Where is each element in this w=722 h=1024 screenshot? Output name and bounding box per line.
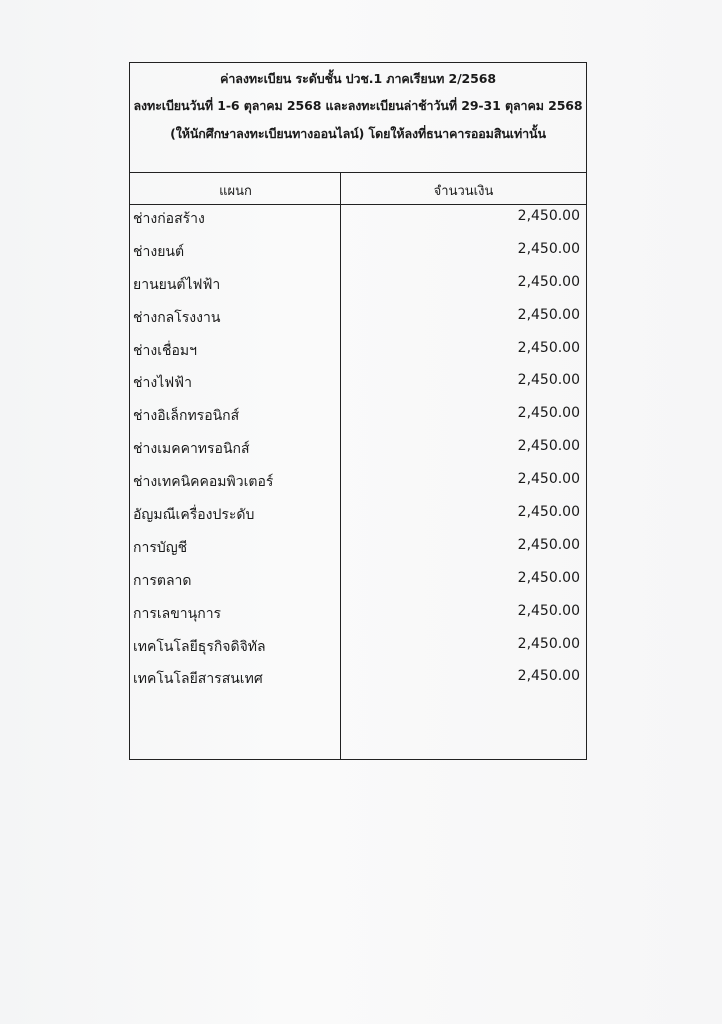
row-department: ยานยนต์ไฟฟ้า — [133, 276, 221, 293]
table-header — [130, 63, 586, 173]
row-department: การตลาด — [133, 572, 192, 589]
table-row — [130, 337, 586, 370]
table-body — [130, 205, 586, 698]
row-amount: 2,450.00 — [517, 471, 580, 488]
row-department: เทคโนโลยีธุรกิจดิจิทัล — [133, 638, 266, 655]
table-row — [130, 501, 586, 534]
table-row — [130, 600, 586, 633]
table-row — [130, 304, 586, 337]
table-row — [130, 435, 586, 468]
row-amount: 2,450.00 — [517, 372, 580, 389]
row-amount: 2,450.00 — [517, 273, 580, 290]
table-row — [130, 468, 586, 501]
row-department: ช่างก่อสร้าง — [133, 211, 205, 227]
row-department: การเลขานุการ — [133, 605, 222, 622]
table-row — [130, 665, 586, 698]
table-row — [130, 402, 586, 435]
row-amount: 2,450.00 — [517, 240, 580, 257]
column-headers — [130, 173, 586, 205]
row-department: ช่างยนต์ — [133, 243, 185, 260]
header-payment-note: (ให้นักศึกษาลงทะเบียนทางออนไลน์) โดยให้ลงที่ธนาคารออมสินเท่านั้น — [170, 126, 546, 141]
table-row — [130, 271, 586, 304]
row-amount: 2,450.00 — [517, 339, 580, 356]
row-department: เทคโนโลยีสารสนเทศ — [133, 671, 263, 688]
fee-table — [129, 62, 587, 760]
row-department: ช่างไฟฟ้า — [133, 375, 192, 392]
row-department: ช่างเมคคาทรอนิกส์ — [133, 441, 250, 458]
row-amount: 2,450.00 — [517, 306, 580, 323]
header-registration-dates: ลงทะเบียนวันที่ 1-6 ตุลาคม 2568 และลงทะเบียนล่าช้าวันที่ 29-31 ตุลาคม 2568 — [133, 98, 583, 113]
row-amount: 2,450.00 — [517, 602, 580, 619]
column-header-amount: จำนวนเงิน — [433, 184, 494, 199]
row-amount: 2,450.00 — [517, 635, 580, 652]
header-title: ค่าลงทะเบียน ระดับชั้น ปวช.1 ภาคเรียนท 2/2568 — [220, 71, 496, 86]
table-row — [130, 205, 586, 238]
column-header-department: แผนก — [219, 184, 252, 199]
row-amount: 2,450.00 — [517, 504, 580, 521]
table-row — [130, 567, 586, 600]
row-department: ช่างเชื่อมฯ — [133, 342, 197, 359]
row-department: อัญมณีเครื่องประดับ — [133, 507, 255, 524]
row-amount: 2,450.00 — [517, 208, 580, 224]
table-row — [130, 369, 586, 402]
row-amount: 2,450.00 — [517, 569, 580, 586]
row-department: ช่างอิเล็กทรอนิกส์ — [133, 408, 240, 425]
row-amount: 2,450.00 — [517, 405, 580, 422]
table-row — [130, 534, 586, 567]
table-row — [130, 633, 586, 666]
row-amount: 2,450.00 — [517, 536, 580, 553]
row-amount: 2,450.00 — [517, 438, 580, 455]
row-department: ช่างกลโรงงาน — [133, 309, 221, 326]
row-amount: 2,450.00 — [517, 668, 580, 685]
table-row — [130, 238, 586, 271]
row-department: ช่างเทคนิคคอมพิวเตอร์ — [133, 474, 274, 491]
row-department: การบัญชี — [133, 539, 188, 556]
